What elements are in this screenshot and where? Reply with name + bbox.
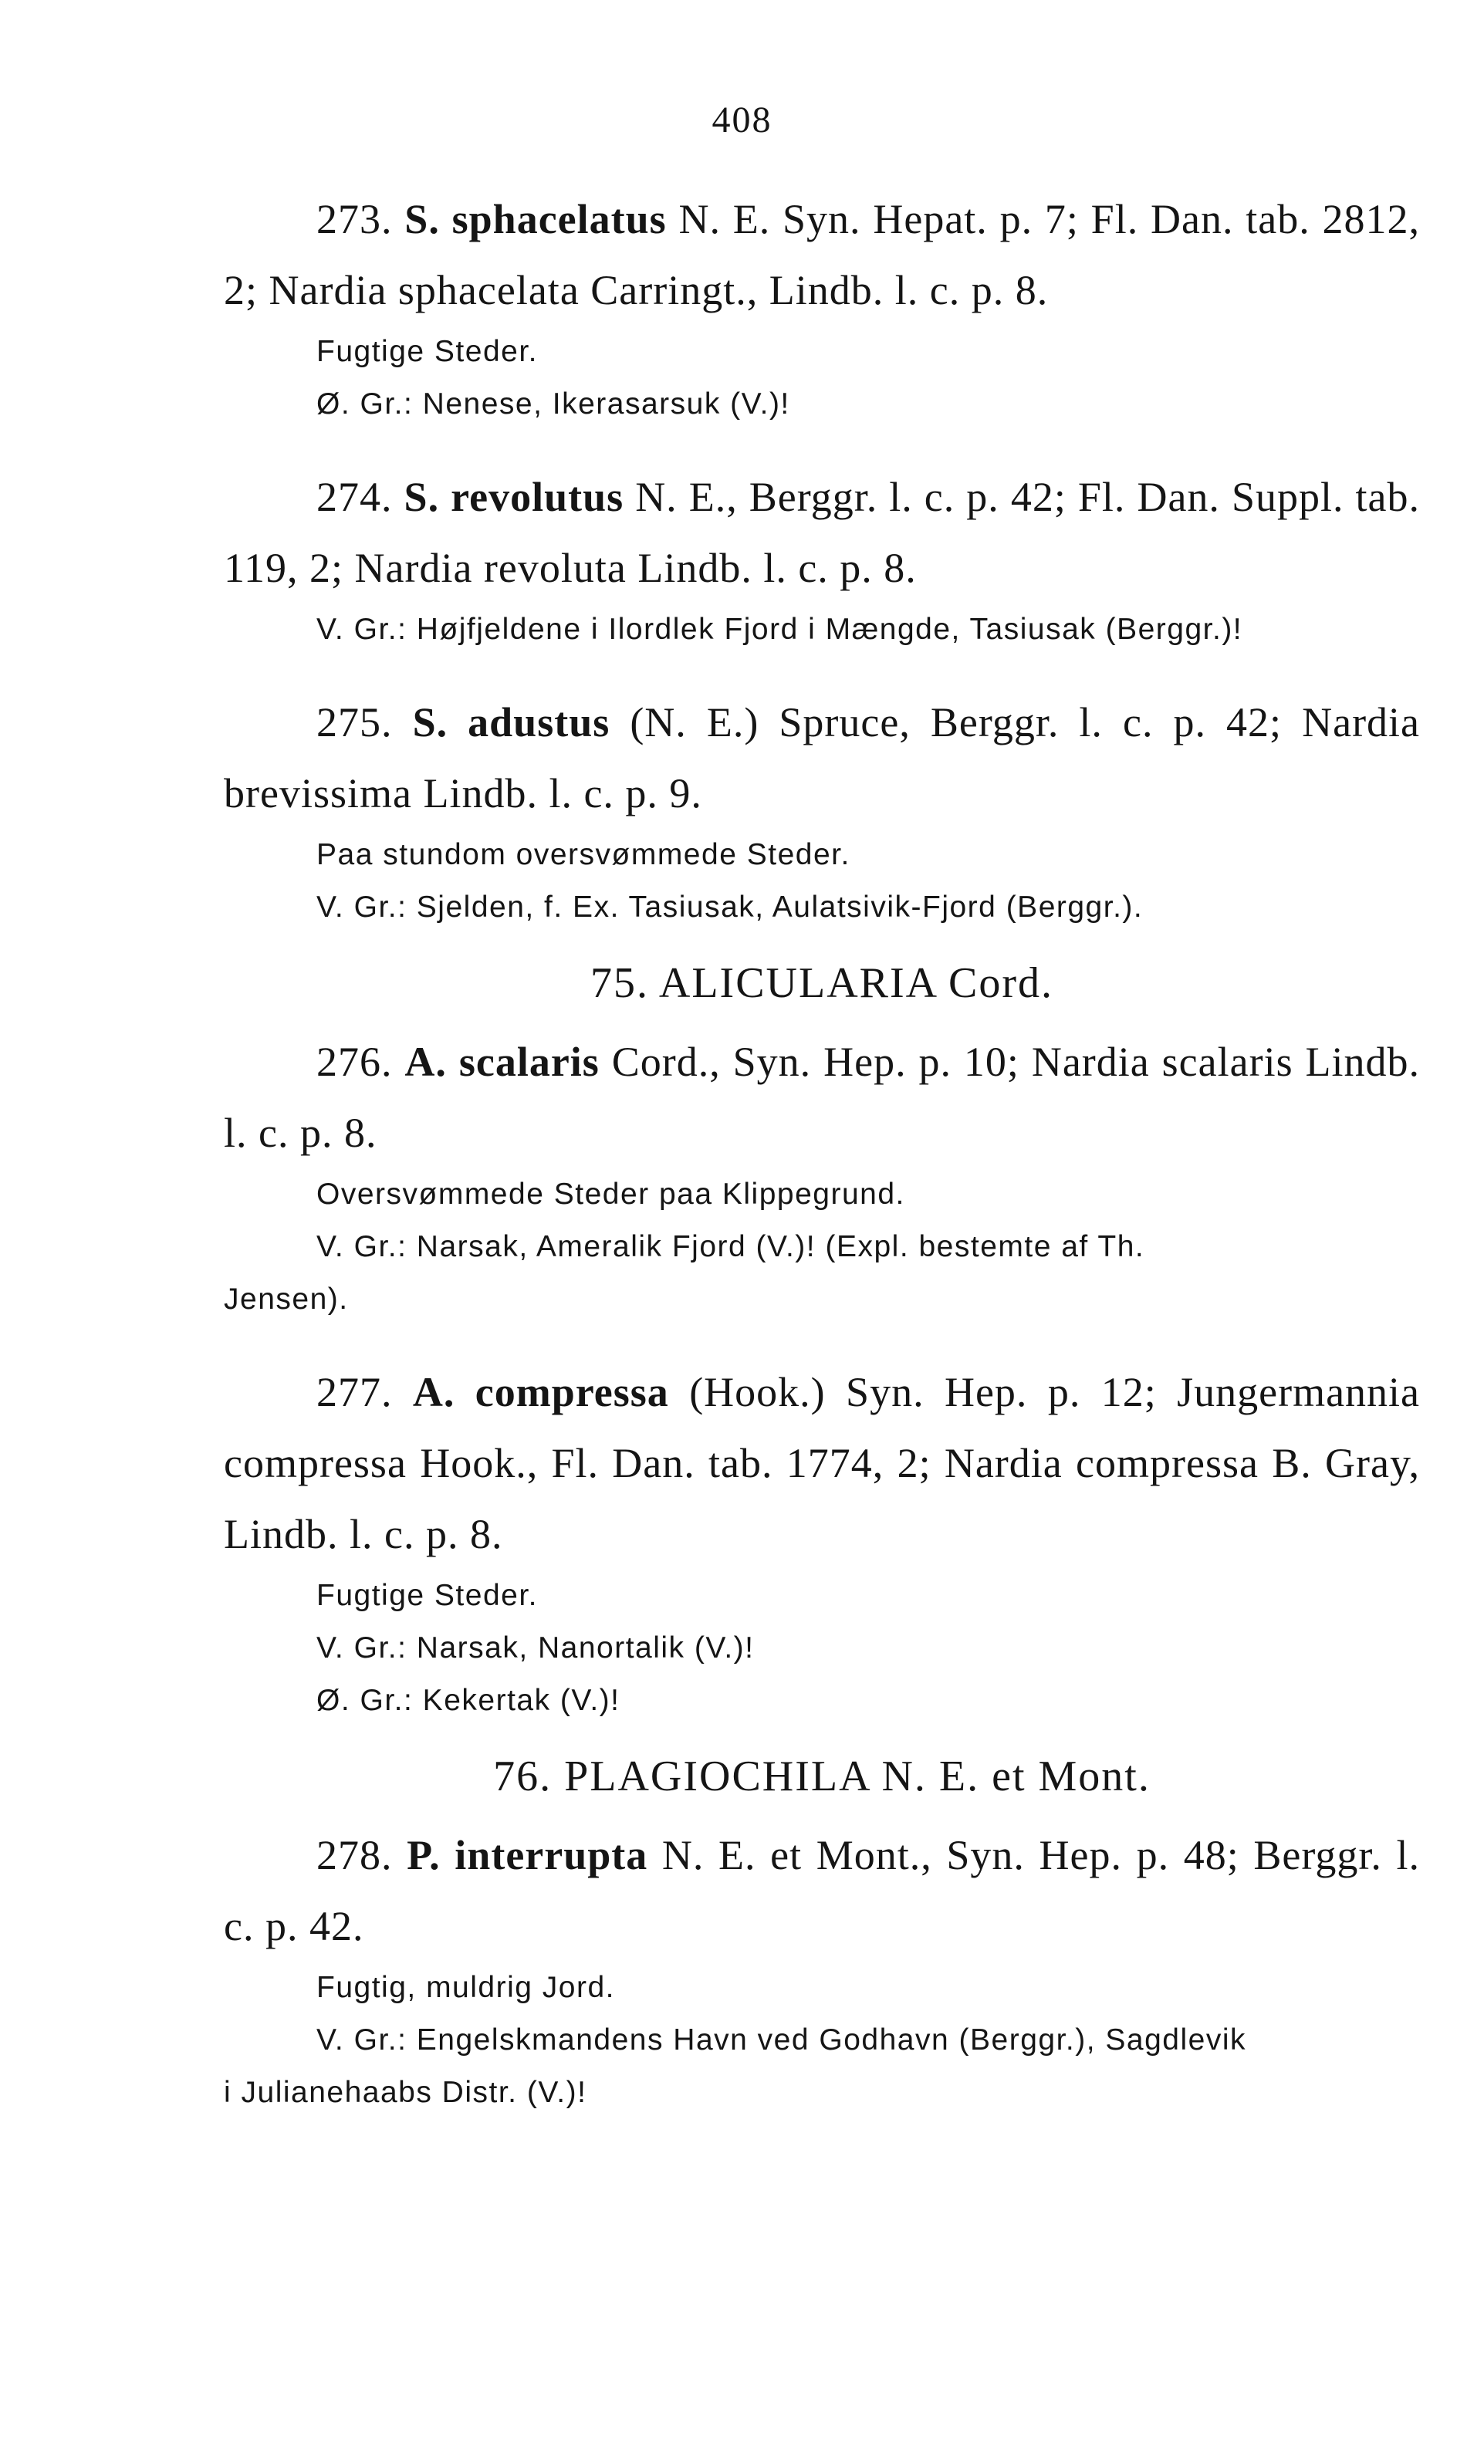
locality-note-continued: Jensen).	[224, 1283, 349, 1316]
entry-number: 275.	[316, 699, 393, 745]
species-name: S. sphacelatus	[404, 196, 667, 242]
entry-275	[224, 687, 1420, 829]
entry-text: Gray, Lindb. l. c. p. 8.	[224, 1440, 1420, 1557]
locality-note-continued: i Julianehaabs Distr. (V.)!	[224, 2076, 587, 2109]
entry-277	[224, 1357, 1420, 1570]
entry-278	[224, 1820, 1420, 1962]
entry-text: N. E., Berggr. l. c. p. 42; Fl. Dan. Suppl.	[635, 474, 1344, 520]
locality-note: Ø. Gr.: Kekertak (V.)!	[316, 1684, 620, 1717]
locality-note: V. Gr.: Narsak, Nanortalik (V.)!	[316, 1631, 755, 1665]
entry-text: (Hook.) Syn. Hep. p. 12; Jungermannia	[689, 1369, 1421, 1415]
page-content	[224, 184, 1420, 2119]
locality-note: V. Gr.: Højfjeldene i Ilordlek Fjord i Mængde, Tasiusak (Berggr.)!	[316, 613, 1243, 646]
locality-note: V. Gr.: Sjelden, f. Ex. Tasiusak, Aulatsivik-Fjord (Berggr.).	[316, 891, 1144, 924]
entry-number: 276.	[316, 1039, 393, 1085]
locality-note: V. Gr.: Engelskmandens Havn ved Godhavn (Berggr.), Sagdlevik	[316, 2023, 1247, 2057]
entry-text: N. E. et Mont., Syn. Hep. p. 48; Berggr.	[661, 1832, 1382, 1878]
page-number: 408	[712, 100, 772, 140]
genus-heading-aliculaira: 75. ALICULARIA Cord.	[590, 959, 1053, 1007]
entry-number: 277.	[316, 1369, 393, 1415]
entry-number: 273.	[316, 196, 393, 242]
habitat-note: Fugtig, muldrig Jord.	[316, 1971, 615, 2004]
genus-heading-plagiochila: 76. PLAGIOCHILA N. E. et Mont.	[493, 1753, 1151, 1800]
entry-text: Cord., Syn. Hep. p. 10; Nardia scalaris	[611, 1039, 1293, 1085]
habitat-note: Oversvømmede Steder paa Klippegrund.	[316, 1178, 905, 1211]
species-name: S. adustus	[412, 699, 610, 745]
species-name: A. compressa	[412, 1369, 669, 1415]
entry-273	[224, 184, 1420, 326]
entry-text: l. c. p. 42.	[224, 1832, 1421, 1949]
habitat-note: Fugtige Steder.	[316, 1579, 539, 1612]
entry-text: compressa Hook., Fl. Dan. tab. 1774, 2; Nardia compressa B.	[224, 1440, 1312, 1486]
locality-note: V. Gr.: Narsak, Ameralik Fjord (V.)! (Expl. bestemte af Th.	[316, 1230, 1145, 1263]
entry-text: 2812, 2; Nardia sphacelata Carringt., Lindb. l. c. p. 8.	[224, 196, 1421, 313]
entry-text: (N. E.) Spruce, Berggr. l. c. p. 42; Nardia	[630, 699, 1421, 745]
locality-note: Ø. Gr.: Nenese, Ikerasarsuk (V.)!	[316, 387, 790, 421]
entry-276	[224, 1026, 1420, 1168]
species-name: A. scalaris	[404, 1039, 600, 1085]
entry-number: 274.	[316, 474, 393, 520]
habitat-note: Paa stundom oversvømmede Steder.	[316, 838, 850, 871]
entry-274	[224, 461, 1420, 603]
habitat-note: Fugtige Steder.	[316, 335, 539, 368]
entry-number: 278.	[316, 1832, 393, 1878]
species-name: P. interrupta	[407, 1832, 648, 1878]
entry-text: Lindb. l. c. p. 8.	[224, 1039, 1421, 1156]
entry-text: tab. 119, 2; Nardia revoluta Lindb. l. c. p. 8.	[224, 474, 1421, 591]
entry-text: N. E. Syn. Hepat. p. 7; Fl. Dan. tab.	[678, 196, 1310, 242]
species-name: S. revolutus	[404, 474, 624, 520]
entry-text: brevissima Lindb. l. c. p. 9.	[224, 770, 702, 816]
